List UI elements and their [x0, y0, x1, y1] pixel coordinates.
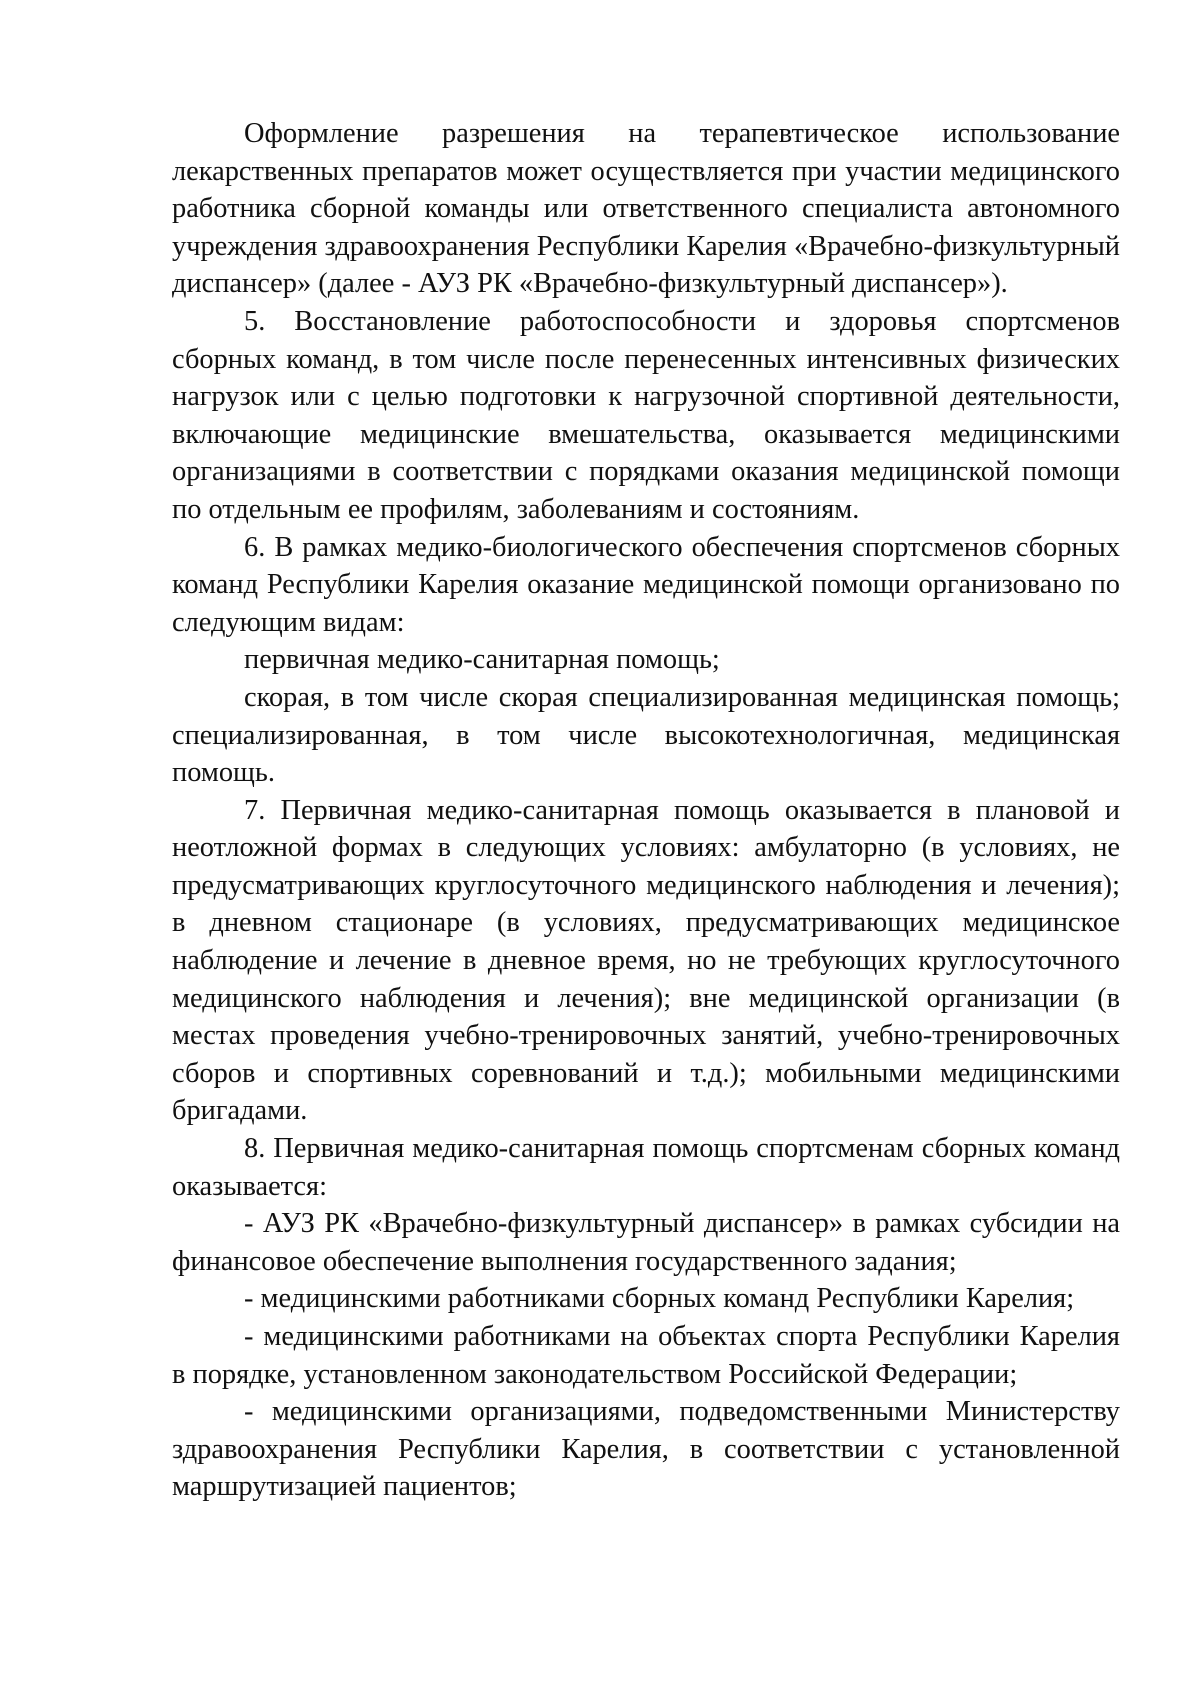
paragraph-6-care-types: 6. В рамках медико-биологического обеспечения спортсменов сборных команд Республики Карелия оказание медицинской помощи организовано по следующим видам:	[172, 531, 1120, 638]
paragraph-7-primary-care-conditions: 7. Первичная медико-санитарная помощь оказывается в плановой и неотложной формах в следующих условиях: амбулаторно (в условиях, не предусматривающих круглосуточного медицинского наблюдения и лечения); в дневном стационаре (в условиях, предусматривающих медицинское наблюдение и лечение в дневное время, но не требующих круглосуточного медицинского наблюдения и лечения); вне медицинской организации (в местах проведения учебно-тренировочных занятий, учебно-тренировочных сборов и спортивных соревнований и т.д.); мобильными медицинскими бригадами.	[172, 794, 1120, 1127]
list-item-emergency-specialized-care: скорая, в том числе скорая специализированная медицинская помощь; специализированная, в том числе высокотехнологичная, медицинская помощь.	[172, 681, 1120, 789]
paragraph-permission-tue: Оформление разрешения на терапевтическое использование лекарственных препаратов может осуществляется при участии медицинского работника сборной команды или ответственного специалиста автономного учреждения здравоохранения Республики Карелия «Врачебно-физкультурный диспансер» (далее - АУЗ РК «Врачебно-физкультурный диспансер»).	[172, 118, 1120, 300]
paragraph-8-primary-care-providers: 8. Первичная медико-санитарная помощь спортсменам сборных команд оказывается:	[172, 1133, 1120, 1202]
document-page	[172, 115, 1120, 1506]
paragraph-5-recovery: 5. Восстановление работоспособности и здоровья спортсменов сборных команд, в том числе после перенесенных интенсивных физических нагрузок или с целью подготовки к нагрузочной спортивной деятельности, включающие медицинские вмешательства, оказывается медицинскими организациями в соответствии с порядками оказания медицинской помощи по отдельным ее профилям, заболеваниям и состояниям.	[172, 305, 1120, 525]
list-item-sport-facility-staff: - медицинскими работниками на объектах спорта Республики Карелия в порядке, установленном законодательством Российской Федерации;	[172, 1321, 1120, 1390]
list-item-primary-care: первичная медико-санитарная помощь;	[244, 644, 720, 676]
list-item-auz-rk: - АУЗ РК «Врачебно-физкультурный диспансер» в рамках субсидии на финансовое обеспечение выполнения государственного задания;	[172, 1208, 1120, 1277]
list-item-medical-organizations: - медицинскими организациями, подведомственными Министерству здравоохранения Республики Карелия, в соответствии с установленной маршрутизацией пациентов;	[172, 1396, 1120, 1503]
list-item-team-medical-staff: - медицинскими работниками сборных команд Республики Карелия;	[244, 1283, 1075, 1315]
